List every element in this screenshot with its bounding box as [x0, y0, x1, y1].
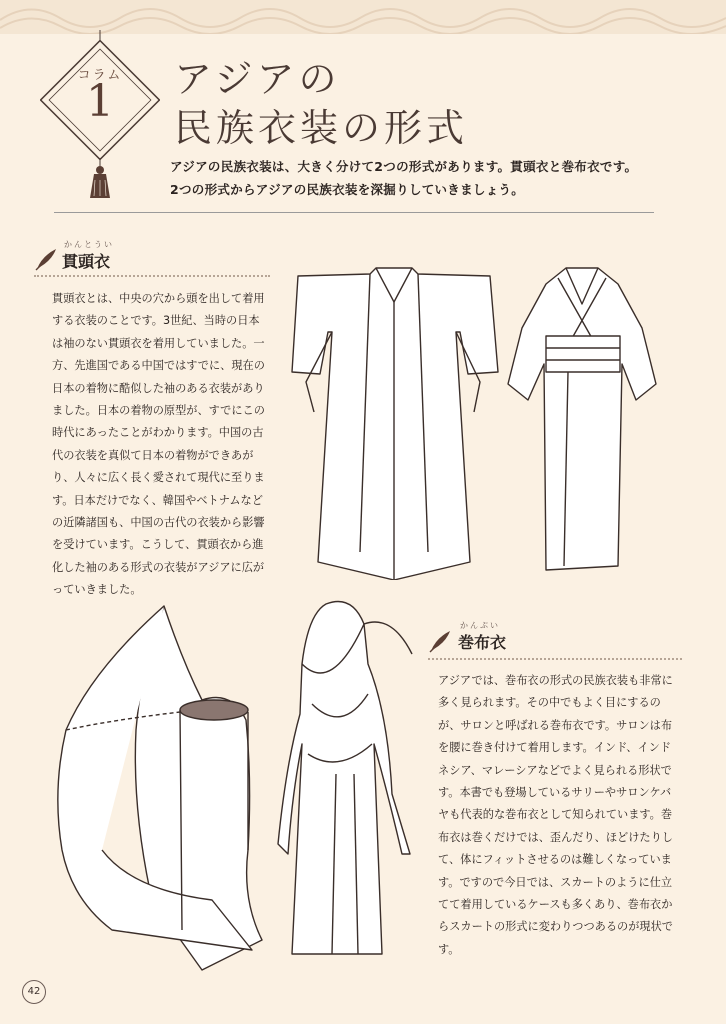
- lead-paragraph: [170, 155, 690, 201]
- saree-illustration: [272, 594, 418, 964]
- feather-quill-icon: [428, 628, 454, 654]
- page-number: 42: [22, 980, 46, 1004]
- section1-dotted-rule: [34, 275, 270, 277]
- section1-heading: 貫頭衣: [62, 252, 111, 271]
- section2-body: アジアでは、巻布衣の形式の民族衣装も非常に多く見られます。その中でもよく目にするのが、サロンと呼ばれる巻布衣です。サロンは布を腰に巻き付けて着用します。インド、インドネシア、マレーシアなどでよく見られる形状です。本書でも登場しているサリーやサロンケバヤも代表的な巻布衣として知られています。巻布衣は巻くだけでは、歪んだり、ほどけたりして、体にフィットさせるのは難しくなっています。ですので今日では、スカートのように仕立てて着用しているケースも多くあり、巻布衣からスカートの形式に変わりつつあるのが現状です。: [438, 674, 673, 956]
- page-title-line1: アジアの: [174, 57, 341, 101]
- section2-dotted-rule: [428, 658, 682, 660]
- column-badge: [40, 30, 160, 200]
- flat-kimono-illustration: [288, 262, 500, 580]
- lead-line1: アジアの民族衣装は、大きく分けて2つの形式があります。貫頭衣と巻布衣です。: [170, 159, 638, 174]
- section2-ruby: かんぷい: [460, 621, 500, 630]
- section-divider: [54, 212, 654, 213]
- lead-line2: 2つの形式からアジアの民族衣装を深掘りしていきましょう。: [170, 182, 525, 197]
- section1-ruby: かんとうい: [64, 240, 114, 249]
- column-label: コラム: [77, 68, 123, 83]
- section2-heading: 巻布衣: [458, 633, 507, 652]
- decorative-top-band: [0, 0, 726, 34]
- draped-cloth-illustration: [52, 600, 272, 975]
- worn-kimono-illustration: [506, 264, 658, 574]
- column-number: 1: [86, 76, 114, 127]
- page-title-line2: 民族衣装の形式: [174, 106, 469, 150]
- section1-body: 貫頭衣とは、中央の穴から頭を出して着用する衣装のことです。3世紀、当時の日本は袖のない貫頭衣を着用していました。一方、先進国である中国ではすでに、現在の日本の着物に酷似した袖のある衣装がありました。日本の着物の原型が、すでにこの時代にあったことがわかります。中国の古代の衣装を真似て日本の着物ができあがり、人々に広く長く愛されて現代に至ります。日本だけでなく、韓国やベトナムなどの近隣諸国も、中国の古代の衣装から影響を受けています。こうして、貫頭衣から進化した袖のある形式の衣装がアジアに広がっていきました。: [52, 292, 265, 597]
- feather-quill-icon: [34, 246, 60, 272]
